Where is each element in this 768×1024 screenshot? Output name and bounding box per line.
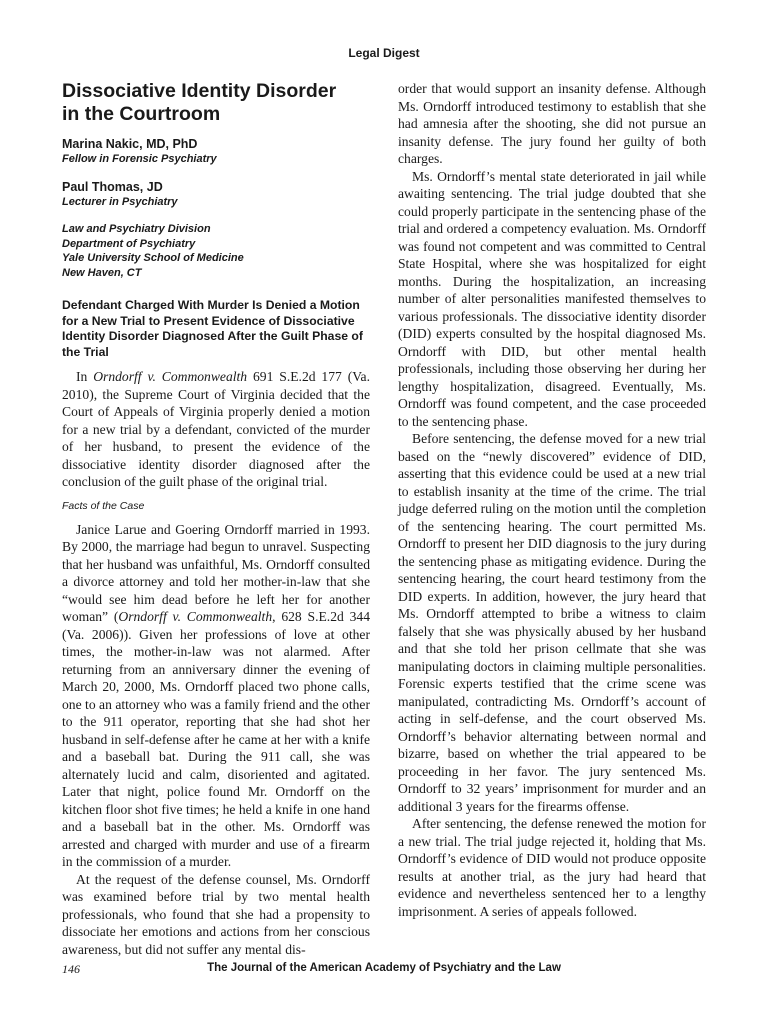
author-role: Fellow in Forensic Psychiatry xyxy=(62,153,217,165)
exam-paragraph-continued: order that would support an insanity defense. Although Ms. Orndorff introduced testimony to establish that she had amnesia after the shooting, she did not pursue an insanity defense. The jury found her guilty of both charges. xyxy=(398,81,706,166)
jail-paragraph: Ms. Orndorff’s mental state deteriorated in jail while awaiting sentencing. The trial judge doubted that she could properly participate in the sentencing phase of the trial and ordered a competency evaluation. Ms. Orndorff was found not competent and was committed to Central State Hospital, where she was hospitalized for eight months. During the hospitalization, an increasing number of alter personalities manifested themselves to various professionals. The dissociative identity disorder (DID) experts consulted by the hospital diagnosed Ms. Orndorff with DID, but other mental health professionals, including those observing her during her lengthy hospitalization, disagreed. Eventually, Ms. Orndorff was found competent, and the case proceeded to the sentencing phase. xyxy=(398,168,706,429)
author-role: Lecturer in Psychiatry xyxy=(62,196,178,208)
intro-paragraph: In Orndorff v. Commonwealth 691 S.E.2d 177 (Va. 2010), the Supreme Court of Virginia decided that the Court of Appeals of Virginia properly denied a motion for a new trial by a defendant, convicted of the murder of her husband, to present the evidence of the dissociative identity disorder diagnosed after the conclusion of the guilt phase of the original trial. xyxy=(62,369,370,489)
page-number: 146 xyxy=(62,962,80,976)
left-column xyxy=(62,80,370,958)
exam-paragraph: At the request of the defense counsel, Ms. Orndorff was examined before trial by two mental health professionals, who found that she had a propensity to dissociate her emotions and actions from her conscious awareness, but did not suffer any mental dis- xyxy=(62,871,370,957)
sentencing-paragraph: Before sentencing, the defense moved for a new trial based on the “newly discovered” evidence of DID, asserting that this evidence could be used at a new trial to establish insanity at the time of the crime. The trial judge deferred ruling on the motion until the completion of the sentencing hearing. The court permitted Ms. Orndorff to present her DID diagnosis to the jury during the sentencing phase as mitigating evidence. During the sentencing hearing, the court heard testimony from the DID experts. In addition, however, the jury heard that Ms. Orndorff attempted to bribe a witness to claim falsely that she was physically abused by her husband and that she told her prison cellmate that she was manipulating doctors in claiming multiple personalities. Forensic experts testified that the crime scene was manipulated, contradicting Ms. Orndorff’s account of acting in self-defense, and the court observed Ms. Orndorff’s behavior alternating between normal and bizarre, based on whether the trial appeared to be proceeding in her favor. The jury sentenced Ms. Orndorff to 32 years’ imprisonment for murder and an additional 3 years for the firearms offense. xyxy=(398,431,706,814)
facts-heading: Facts of the Case xyxy=(62,499,145,512)
title-line-1: Dissociative Identity Disorder xyxy=(62,80,337,102)
journal-name: The Journal of the American Academy of Psychiatry and the Law xyxy=(207,962,561,974)
case-citation: Orndorff v. Commonwealth xyxy=(118,609,273,624)
affiliation-line: Yale University School of Medicine xyxy=(62,252,244,265)
affiliation-line: New Haven, CT xyxy=(62,266,142,279)
case-citation: Orndorff v. Commonwealth xyxy=(93,369,248,384)
author-name: Marina Nakic, MD, PhD xyxy=(62,137,198,151)
affiliation-line: Law and Psychiatry Division xyxy=(62,223,211,235)
title-line-2: in the Courtroom xyxy=(62,103,221,125)
facts-paragraph: Janice Larue and Goering Orndorff married in 1993. By 2000, the marriage had begun to unravel. Suspecting that her husband was unfaithful, Ms. Orndorff consulted a divorce attorney and told her mother-in-law that she “would see him dead before he left her for another woman” (Orndorff v. Commonwealth, 628 S.E.2d 344 (Va. 2006)). Given her professions of love at other times, the mother-in-law was not alarmed. After returning from an anniversary dinner the evening of March 20, 2000, Ms. Orndorff placed two phone calls, one to an attorney who was a family friend and the other to the 911 operator, reporting that she had shot her husband in self-defense after he came at her with a knife and a baseball bat. During the 911 call, she was alternately lucid and calm, disoriented and agitated. Later that night, police found Mr. Orndorff on the kitchen floor shot five times; he held a knife in one hand and a baseball bat in the other. Ms. Orndorff was arrested and charged with murder and use of a firearm in the commission of a murder. xyxy=(62,521,370,869)
case-heading: Defendant Charged With Murder Is Denied a Motion for a New Trial to Present Evidence of Dissociative Identity Disorder Diagnosed After the Guilt Phase of the Trial xyxy=(62,298,363,359)
affiliation xyxy=(62,222,370,280)
author-name: Paul Thomas, JD xyxy=(62,180,163,194)
affiliation-line: Department of Psychiatry xyxy=(62,237,196,250)
after-sentencing-paragraph: After sentencing, the defense renewed the motion for a new trial. The trial judge rejected it, holding that Ms. Orndorff’s evidence of DID would not produce opposite results at another trial, as the jury had heard that evidence and nevertheless sentenced her to a lengthy imprisonment. A series of appeals followed. xyxy=(398,816,706,919)
article-title xyxy=(62,80,370,126)
right-column xyxy=(398,80,706,920)
running-header: Legal Digest xyxy=(348,46,420,60)
